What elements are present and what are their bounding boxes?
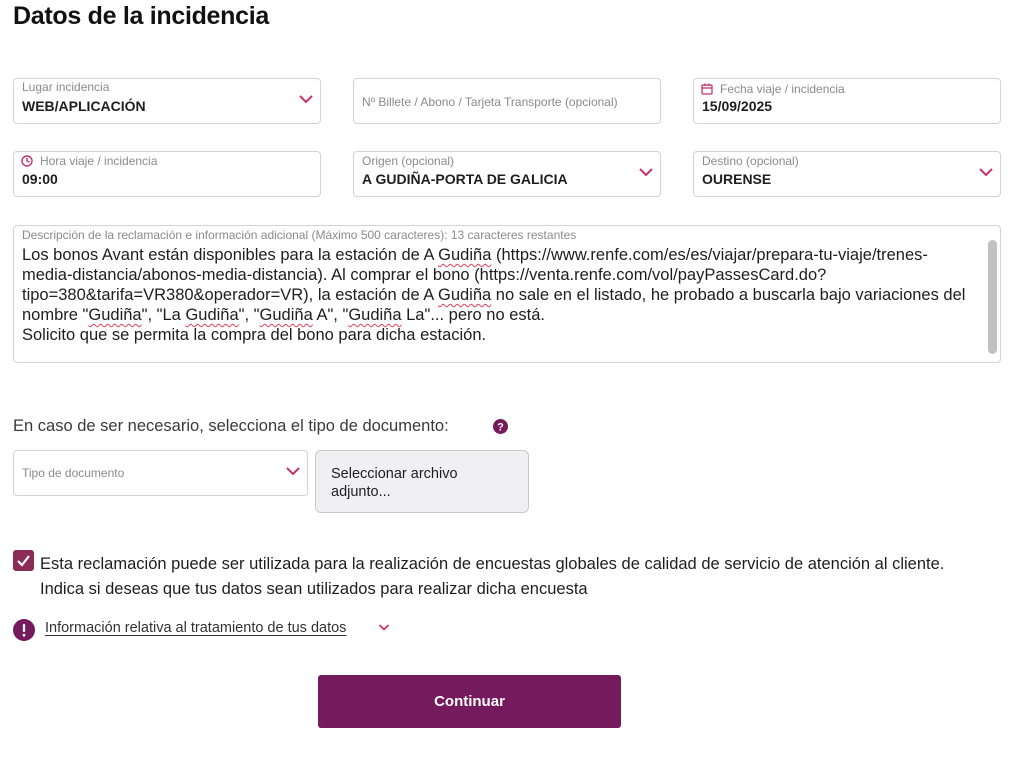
page-title: Datos de la incidencia xyxy=(13,2,269,30)
origen-select[interactable] xyxy=(353,151,661,197)
calendar-icon xyxy=(701,83,713,95)
fecha-viaje-value: 15/09/2025 xyxy=(702,98,773,114)
data-treatment-link[interactable]: Información relativa al tratamiento de tus datos xyxy=(45,620,347,636)
document-type-select[interactable] xyxy=(13,450,308,496)
description-scrollbar[interactable] xyxy=(988,240,997,354)
billete-input[interactable] xyxy=(353,78,661,124)
document-type-placeholder: Tipo de documento xyxy=(22,466,125,480)
chevron-down-icon xyxy=(638,166,654,178)
document-question: En caso de ser necesario, selecciona el tipo de documento: xyxy=(13,417,449,435)
select-file-label: Seleccionar archivo adjunto... xyxy=(331,466,458,500)
chevron-down-icon xyxy=(978,166,994,178)
origen-label: Origen (opcional) xyxy=(362,154,455,168)
clock-icon xyxy=(21,155,33,167)
origen-value: A GUDIÑA-PORTA DE GALICIA xyxy=(362,171,568,187)
help-icon[interactable] xyxy=(493,419,508,434)
consent-checkbox[interactable] xyxy=(13,550,34,571)
svg-text:?: ? xyxy=(497,421,504,434)
chevron-down-icon[interactable] xyxy=(378,623,390,632)
fecha-viaje-field[interactable] xyxy=(693,78,1001,124)
chevron-down-icon xyxy=(285,465,301,477)
checkmark-icon xyxy=(13,550,34,571)
destino-label: Destino (opcional) xyxy=(702,154,799,168)
chevron-down-icon xyxy=(298,93,314,105)
lugar-incidencia-label: Lugar incidencia xyxy=(22,80,110,94)
info-icon xyxy=(13,619,35,641)
scrollbar-thumb[interactable] xyxy=(988,240,997,354)
description-label: Descripción de la reclamación e información adicional (Máximo 500 caracteres): 13 caracteres restantes xyxy=(22,228,577,242)
lugar-incidencia-select[interactable] xyxy=(13,78,321,124)
hora-viaje-label: Hora viaje / incidencia xyxy=(40,154,158,168)
continue-button[interactable]: Continuar xyxy=(318,675,621,728)
consent-text: Esta reclamación puede ser utilizada para la realización de encuestas globales de calidad de servicio de atención al cliente. Indica si deseas que tus datos sean utilizados para realizar dicha encuesta xyxy=(40,555,945,598)
billete-placeholder: Nº Billete / Abono / Tarjeta Transporte (opcional) xyxy=(362,95,618,109)
lugar-incidencia-value: WEB/APLICACIÓN xyxy=(22,98,146,114)
description-text: Los bonos Avant están disponibles para la estación de A Gudiña (https://www.renfe.com/es/es/viajar/prepara-tu-viaje/trenes-media-distancia/abonos-media-distancia). Al comprar el bono (https://venta.renfe.com/vol/payPassesCard.do?tipo=380&tarifa=VR380&operador=VR), la estación de A Gudiña no sale en el listado, he probado a buscarla bajo variaciones del nombre "Gudiña", "La Gudiña", "Gudiña A", "Gudiña La"... pero no está. Solicito que se permita la compra del bono para dicha estación. xyxy=(22,246,971,344)
select-file-button[interactable] xyxy=(315,450,529,513)
fecha-viaje-label: Fecha viaje / incidencia xyxy=(720,82,845,96)
destino-value: OURENSE xyxy=(702,171,772,187)
description-textarea[interactable] xyxy=(13,225,1001,363)
hora-viaje-value: 09:00 xyxy=(22,171,58,187)
hora-viaje-field[interactable] xyxy=(13,151,321,197)
destino-select[interactable] xyxy=(693,151,1001,197)
